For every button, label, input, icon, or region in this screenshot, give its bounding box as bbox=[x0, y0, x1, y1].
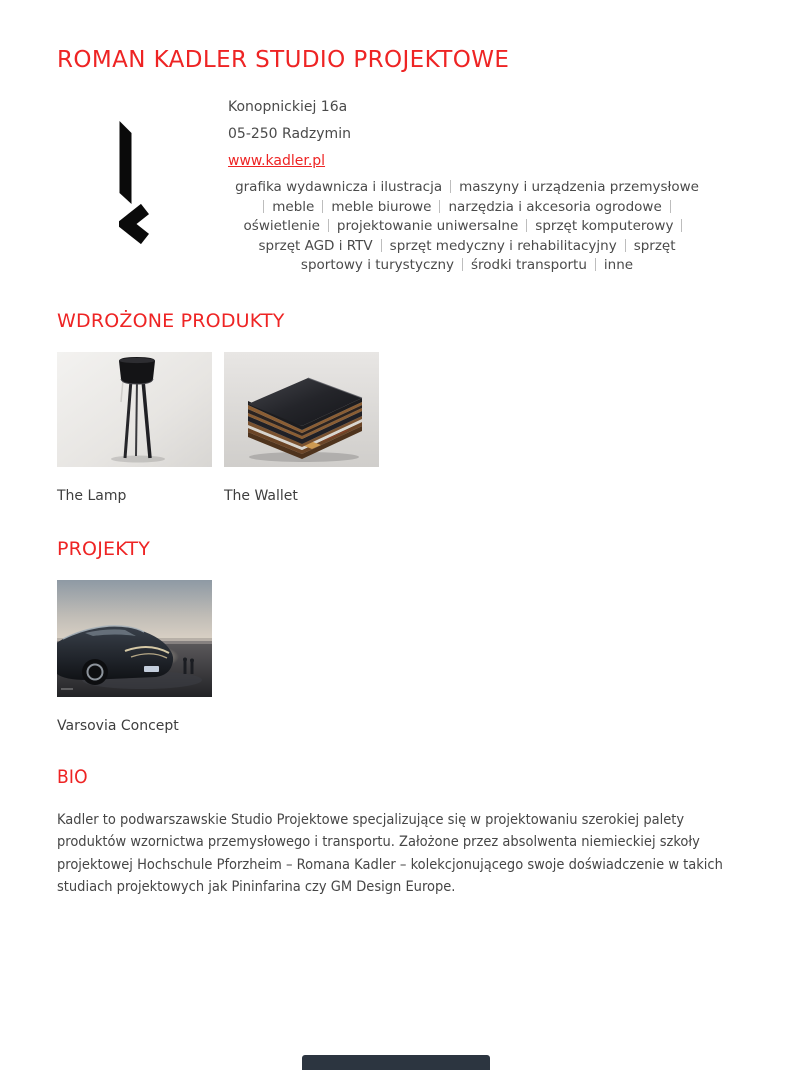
category-separator bbox=[322, 200, 323, 213]
footer-bar bbox=[302, 1055, 490, 1070]
kadler-logo-icon bbox=[119, 120, 149, 245]
wallet-photo[interactable] bbox=[224, 352, 379, 467]
category-item: sprzęt AGD i RTV bbox=[258, 237, 373, 254]
header-block bbox=[57, 94, 734, 276]
address-city: 05-250 Radzymin bbox=[228, 126, 351, 142]
bio-paragraph: Kadler to podwarszawskie Studio Projektowe specjalizujące się w projektowaniu szerokiej palety produktów wzornictwa przemysłowego i transportu. Założone przez absolwenta niemieckiej szkoły projektowej Hochschule Pforzheim – Romana Kadler – kolekcjonującego swoje doświadczenie w takich studiach projektowych jak Pininfarina czy GM Design Europe. bbox=[57, 811, 723, 895]
category-item: inne bbox=[603, 257, 634, 273]
contact-info bbox=[228, 94, 706, 276]
logo-column bbox=[57, 94, 228, 276]
category-separator bbox=[670, 200, 671, 213]
lamp-photo[interactable] bbox=[57, 352, 212, 467]
projects-row bbox=[57, 580, 734, 735]
category-item: sprzęt medyczny i rehabilitacyjny bbox=[389, 237, 617, 254]
category-item: grafika wydawnicza i ilustracja bbox=[235, 179, 443, 195]
category-separator bbox=[381, 239, 382, 252]
address-street: Konopnickiej 16a bbox=[228, 99, 348, 115]
project-caption: Varsovia Concept bbox=[57, 717, 179, 734]
products-row bbox=[57, 352, 734, 505]
category-item: projektowanie uniwersalne bbox=[336, 218, 519, 234]
product-caption: The Lamp bbox=[57, 487, 127, 504]
category-separator bbox=[450, 180, 451, 193]
car-photo[interactable] bbox=[57, 580, 212, 697]
category-item: narzędzia i akcesoria ogrodowe bbox=[448, 198, 662, 215]
page-title: ROMAN KADLER STUDIO PROJEKTOWE bbox=[57, 47, 510, 73]
category-separator bbox=[263, 200, 264, 213]
category-separator bbox=[328, 219, 329, 232]
category-separator bbox=[681, 219, 682, 232]
category-item: sprzęt sportowy i turystyczny bbox=[300, 237, 676, 273]
website-link[interactable]: www.kadler.pl bbox=[228, 153, 326, 169]
category-list bbox=[228, 178, 706, 276]
category-separator bbox=[439, 200, 440, 213]
category-separator bbox=[595, 258, 596, 271]
category-item: sprzęt komputerowy bbox=[535, 218, 674, 234]
category-item: środki transportu bbox=[471, 257, 587, 273]
category-separator bbox=[462, 258, 463, 271]
project-figure-car bbox=[57, 580, 212, 735]
bio-section-heading: BIO bbox=[57, 765, 88, 788]
projects-section-heading: PROJEKTY bbox=[57, 537, 151, 560]
category-item: maszyny i urządzenia przemysłowe bbox=[459, 179, 699, 195]
profile-page bbox=[0, 46, 791, 899]
product-figure-lamp bbox=[57, 352, 212, 505]
category-item: oświetlenie bbox=[243, 218, 320, 234]
category-separator bbox=[526, 219, 527, 232]
category-item: meble bbox=[272, 198, 315, 215]
category-separator bbox=[625, 239, 626, 252]
product-figure-wallet bbox=[224, 352, 379, 505]
products-section-heading: WDROŻONE PRODUKTY bbox=[57, 309, 285, 332]
category-item: meble biurowe bbox=[331, 198, 432, 215]
product-caption: The Wallet bbox=[224, 487, 298, 504]
